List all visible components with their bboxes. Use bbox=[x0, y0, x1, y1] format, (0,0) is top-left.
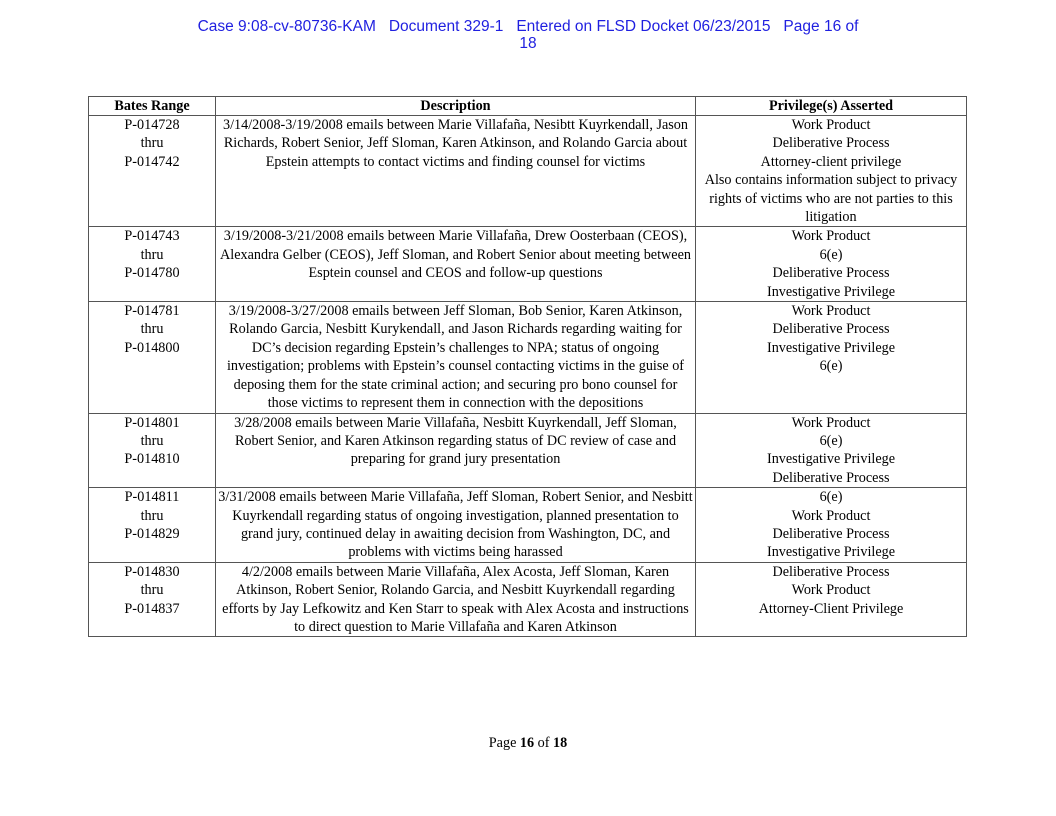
privilege-item: Deliberative Process bbox=[772, 265, 890, 282]
description-cell: 3/31/2008 emails between Marie Villafaña, Jeff Sloman, Robert Senior, and Nesbitt Kuyrkendall regarding status of ongoing investigation, planned presentation to grand jury, continued delay in awaiting decision from Washington, DC, and problems with victims being harassed bbox=[216, 488, 696, 563]
privilege-item: Work Product bbox=[791, 507, 871, 524]
bates-range-cell bbox=[89, 488, 216, 563]
footer-of: of bbox=[537, 735, 550, 751]
privilege-item: Deliberative Process bbox=[772, 321, 890, 338]
bates-end: P-014837 bbox=[124, 600, 180, 617]
privilege-item: Work Product bbox=[791, 228, 871, 245]
bates-range-cell bbox=[89, 116, 216, 227]
bates-end: P-014810 bbox=[124, 451, 180, 468]
table-row bbox=[89, 227, 967, 302]
privileges-cell bbox=[696, 488, 967, 563]
bates-thru: thru bbox=[140, 507, 164, 524]
bates-range-cell bbox=[89, 227, 216, 302]
bates-start: P-014830 bbox=[124, 563, 180, 580]
bates-start: P-014801 bbox=[124, 414, 180, 431]
bates-range-cell bbox=[89, 413, 216, 488]
privilege-item: 6(e) bbox=[819, 358, 843, 375]
bates-end: P-014742 bbox=[124, 153, 180, 170]
description-cell: 3/14/2008-3/19/2008 emails between Marie Villafaña, Nesibtt Kuyrkendall, Jason Richards, Robert Senior, Jeff Sloman, Karen Atkinson, and Rolando Garcia about Epstein attempts to contact victims and finding counsel for victims bbox=[216, 116, 696, 227]
bates-start: P-014811 bbox=[124, 489, 180, 506]
footer-page-number: 16 bbox=[519, 735, 535, 751]
privilege-item: 6(e) bbox=[819, 489, 843, 506]
privilege-item: Work Product bbox=[791, 117, 871, 133]
privilege-item: Work Product bbox=[791, 303, 871, 320]
description-cell: 3/19/2008-3/27/2008 emails between Jeff Sloman, Bob Senior, Karen Atkinson, Rolando Garcia, Nesbitt Kurykendall, and Jason Richards regarding waiting for DC’s decision regarding Epstein’s challenges to NPA; status of ongoing investigation; problems with Epstein’s counsel contacting victims in the guise of deposing them for the state criminal action; and securing pro bono counsel for those victims to represent them in connection with the depositions bbox=[216, 302, 696, 413]
description-cell: 3/28/2008 emails between Marie Villafaña, Nesbitt Kuyrkendall, Jeff Sloman, Robert Senior, and Karen Atkinson regarding status of DC review of case and preparing for grand jury presentation bbox=[216, 413, 696, 488]
bates-end: P-014780 bbox=[124, 265, 180, 282]
privilege-item: Investigative Privilege bbox=[766, 339, 896, 356]
table-row bbox=[89, 413, 967, 488]
footer-page-total: 18 bbox=[553, 735, 568, 751]
table-header-row bbox=[89, 97, 967, 116]
privilege-item: Investigative Privilege bbox=[766, 451, 896, 468]
table-row bbox=[89, 562, 967, 637]
privilege-log-table bbox=[88, 96, 967, 637]
privileges-cell bbox=[696, 413, 967, 488]
column-header-privileges: Privilege(s) Asserted bbox=[696, 97, 967, 116]
page-footer bbox=[0, 735, 1056, 752]
bates-thru: thru bbox=[140, 135, 164, 152]
bates-thru: thru bbox=[140, 432, 164, 449]
column-header-bates-range: Bates Range bbox=[89, 97, 216, 116]
privilege-item: Deliberative Process bbox=[772, 525, 890, 542]
bates-range-cell bbox=[89, 302, 216, 413]
privilege-item: Also contains information subject to privacy rights of victims who are not parties to this litigation bbox=[704, 172, 958, 226]
privilege-item: Work Product bbox=[791, 414, 871, 431]
bates-range-cell bbox=[89, 562, 216, 637]
privilege-item: Investigative Privilege bbox=[766, 544, 896, 561]
filing-header-line-2: 18 bbox=[519, 34, 537, 52]
privilege-item: Investigative Privilege bbox=[766, 283, 896, 300]
privilege-item: Attorney-client privilege bbox=[760, 153, 902, 170]
filing-header-line-1: Case 9:08-cv-80736-KAM Document 329-1 Entered on FLSD Docket 06/23/2015 Page 16 of bbox=[197, 18, 859, 35]
privileges-cell bbox=[696, 116, 967, 227]
table-row bbox=[89, 116, 967, 227]
bates-start: P-014728 bbox=[124, 117, 180, 133]
court-filing-header bbox=[0, 19, 1056, 52]
privilege-item: Attorney-Client Privilege bbox=[758, 600, 904, 617]
privileges-cell bbox=[696, 562, 967, 637]
description-cell: 3/19/2008-3/21/2008 emails between Marie Villafaña, Drew Oosterbaan (CEOS), Alexandra Gelber (CEOS), Jeff Sloman, and Robert Senior about meeting between Esptein counsel and CEOS and follow-up questions bbox=[216, 227, 696, 302]
privilege-item: 6(e) bbox=[819, 246, 843, 263]
footer-page-prefix: Page bbox=[488, 735, 517, 751]
bates-end: P-014800 bbox=[124, 339, 180, 356]
privilege-item: 6(e) bbox=[819, 432, 843, 449]
privilege-item: Deliberative Process bbox=[772, 135, 890, 152]
table-row bbox=[89, 488, 967, 563]
privilege-item: Deliberative Process bbox=[772, 563, 890, 580]
bates-thru: thru bbox=[140, 321, 164, 338]
bates-start: P-014781 bbox=[124, 303, 180, 320]
column-header-description: Description bbox=[216, 97, 696, 116]
bates-thru: thru bbox=[140, 582, 164, 599]
table-row bbox=[89, 302, 967, 413]
bates-start: P-014743 bbox=[124, 228, 180, 245]
privileges-cell bbox=[696, 227, 967, 302]
privileges-cell bbox=[696, 302, 967, 413]
privilege-item: Work Product bbox=[791, 582, 871, 599]
bates-thru: thru bbox=[140, 246, 164, 263]
description-cell: 4/2/2008 emails between Marie Villafaña, Alex Acosta, Jeff Sloman, Karen Atkinson, Robert Senior, Rolando Garcia, and Nesbitt Kuyrkendall regarding efforts by Jay Lefkowitz and Ken Starr to speak with Alex Acosta and instructions to direct question to Marie Villafaña and Karen Atkinson bbox=[216, 562, 696, 637]
privilege-item: Deliberative Process bbox=[772, 469, 890, 486]
bates-end: P-014829 bbox=[124, 525, 180, 542]
